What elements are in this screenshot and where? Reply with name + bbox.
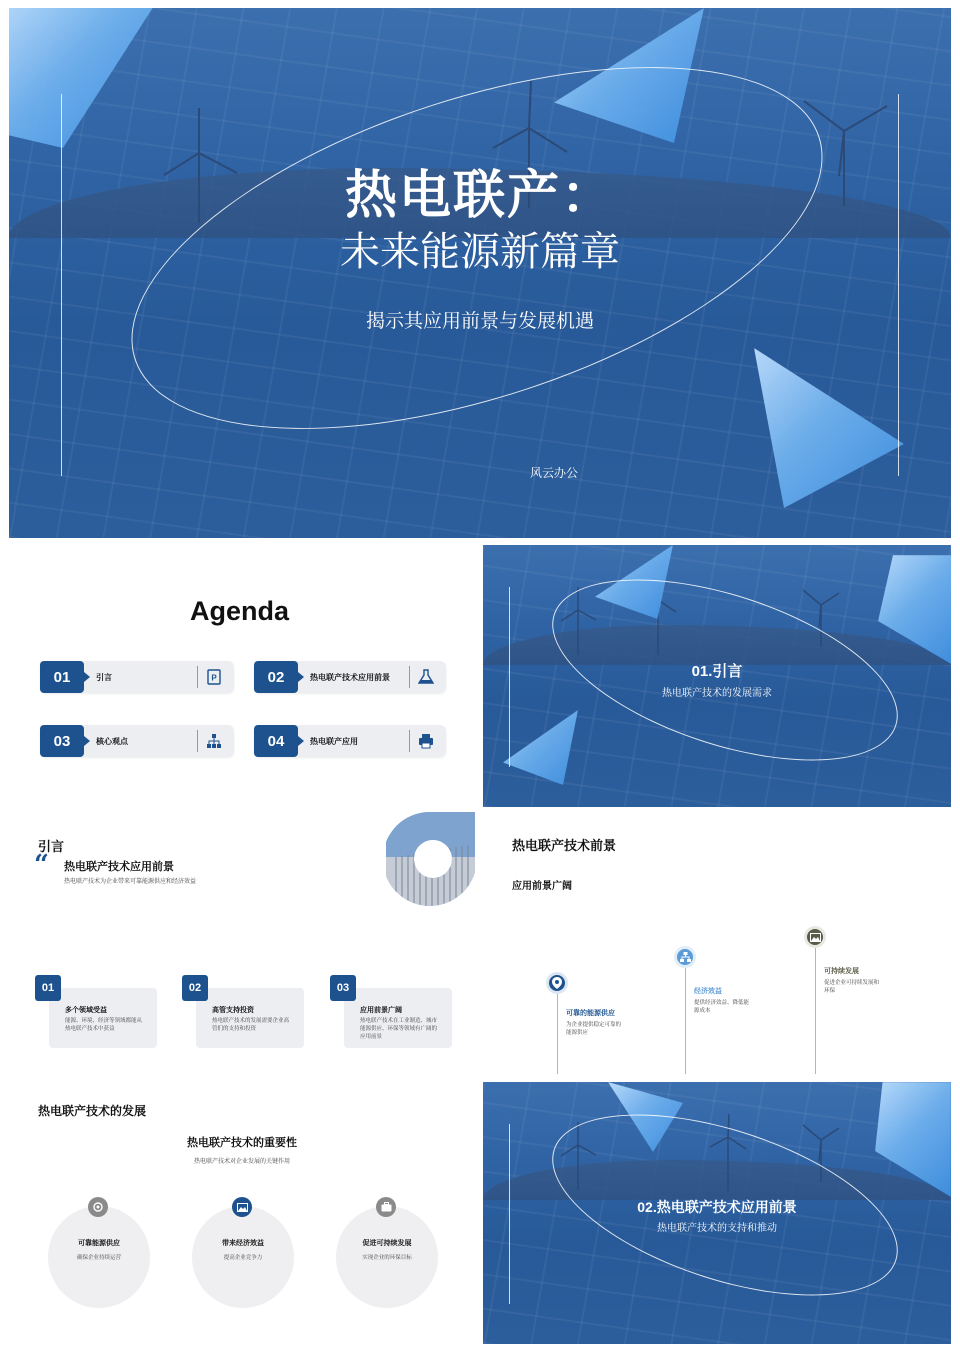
- image-icon: [804, 926, 826, 948]
- briefcase-icon: [376, 1197, 396, 1217]
- image-icon: [232, 1197, 252, 1217]
- timeline-text: 提供经济效益、降低能源成本: [694, 1000, 750, 1014]
- card-title: 应用前景广阔: [360, 1007, 402, 1014]
- intro-subheading: 热电联产技术应用前景: [64, 861, 174, 873]
- cover-subtitle: 揭示其应用前景与发展机遇: [365, 311, 594, 332]
- cover-title-line2: 未来能源新篇章: [340, 230, 620, 274]
- cover-slide: [9, 8, 951, 538]
- section-subtitle: 热电联产技术的发展需求: [662, 688, 772, 699]
- timeline-line: [815, 946, 816, 1074]
- prospects-subheading: 应用前景广阔: [512, 881, 572, 892]
- divider: [409, 730, 410, 752]
- circle-text: 实现企业的环保目标: [362, 1255, 412, 1261]
- presentation-icon: [206, 669, 222, 685]
- timeline-text: 促进企业可持续发展和环保: [824, 980, 880, 994]
- agenda-label: 引言: [96, 672, 112, 682]
- circle-title: 可靠能源供应: [78, 1240, 120, 1247]
- agenda-number: 02: [254, 661, 298, 693]
- card-number: 01: [35, 975, 61, 1001]
- decorative-shard: [9, 8, 159, 148]
- agenda-label: 热电联产应用: [310, 736, 358, 746]
- decorative-shard: [503, 710, 578, 785]
- timeline-title: 可靠的能源供应: [566, 1010, 615, 1017]
- card-text: 热电联产技术在工业制造、城市能源供应、环保等领域有广阔的应用前景: [360, 1018, 438, 1040]
- network-icon: [674, 946, 696, 968]
- section-subtitle: 热电联产技术的支持和推动: [657, 1223, 777, 1234]
- card-title: 高管支持投资: [212, 1007, 254, 1014]
- card-number: 03: [330, 975, 356, 1001]
- development-heading: 热电联产技术的发展: [38, 1104, 147, 1118]
- card-number: 02: [182, 975, 208, 1001]
- timeline-title: 可持续发展: [824, 968, 859, 975]
- card-text: 热电联产技术的发展需要企业高管们的支持和投资: [212, 1018, 290, 1032]
- decorative-shard: [754, 348, 904, 508]
- agenda-item-04[interactable]: [254, 725, 446, 757]
- hierarchy-icon: [206, 733, 222, 749]
- section-02-slide: [483, 1082, 951, 1344]
- target-icon: [88, 1197, 108, 1217]
- circle-title: 促进可持续发展: [362, 1240, 412, 1247]
- flask-icon: [418, 669, 434, 685]
- timeline-line: [685, 966, 686, 1074]
- section-title: 01.引言: [691, 663, 743, 680]
- agenda-item-01[interactable]: [40, 661, 234, 693]
- svg-text:P: P: [211, 673, 217, 683]
- decorative-line: [61, 94, 62, 476]
- section-01-slide: [483, 545, 951, 807]
- circle-photo-decoration: [386, 812, 475, 907]
- agenda-title: Agenda: [190, 596, 290, 626]
- decorative-line: [898, 94, 899, 476]
- timeline-title: 经济效益: [694, 988, 722, 995]
- printer-icon: [418, 733, 434, 749]
- circle-text: 提高企业竞争力: [223, 1255, 263, 1261]
- divider: [197, 730, 198, 752]
- card-text: 能源、环境、经济等领域都能从热电联产技术中获益: [65, 1018, 143, 1032]
- timeline-text: 为企业提供稳定可靠的能源供应: [566, 1022, 622, 1036]
- card-title: 多个领域受益: [65, 1007, 107, 1014]
- development-description: 热电联产技术对企业发展的关键作用: [193, 1159, 290, 1165]
- agenda-number: 03: [40, 725, 84, 757]
- prospects-heading: 热电联产技术前景: [512, 838, 617, 853]
- agenda-number: 01: [40, 661, 84, 693]
- intro-heading: 引言: [38, 839, 65, 854]
- location-pin-icon: [546, 972, 568, 994]
- development-subheading: 热电联产技术的重要性: [187, 1137, 297, 1149]
- agenda-item-03[interactable]: [40, 725, 234, 757]
- agenda-label: 热电联产技术应用前景: [310, 672, 390, 682]
- agenda-item-02[interactable]: [254, 661, 446, 693]
- intro-description: 热电联产技术为企业带来可靠能源供应和经济效益: [64, 879, 197, 885]
- agenda-number: 04: [254, 725, 298, 757]
- divider: [197, 666, 198, 688]
- circle-text: 确保企业持续运营: [76, 1255, 121, 1261]
- agenda-label: 核心观点: [96, 736, 128, 746]
- cover-author: 风云办公: [529, 466, 578, 480]
- circle-title: 带来经济效益: [222, 1240, 264, 1247]
- section-title: 02.热电联产技术应用前景: [637, 1199, 797, 1215]
- cover-title-line1: 热电联产：: [344, 167, 615, 225]
- divider: [409, 666, 410, 688]
- quote-icon: “: [34, 850, 49, 880]
- timeline-line: [557, 992, 558, 1074]
